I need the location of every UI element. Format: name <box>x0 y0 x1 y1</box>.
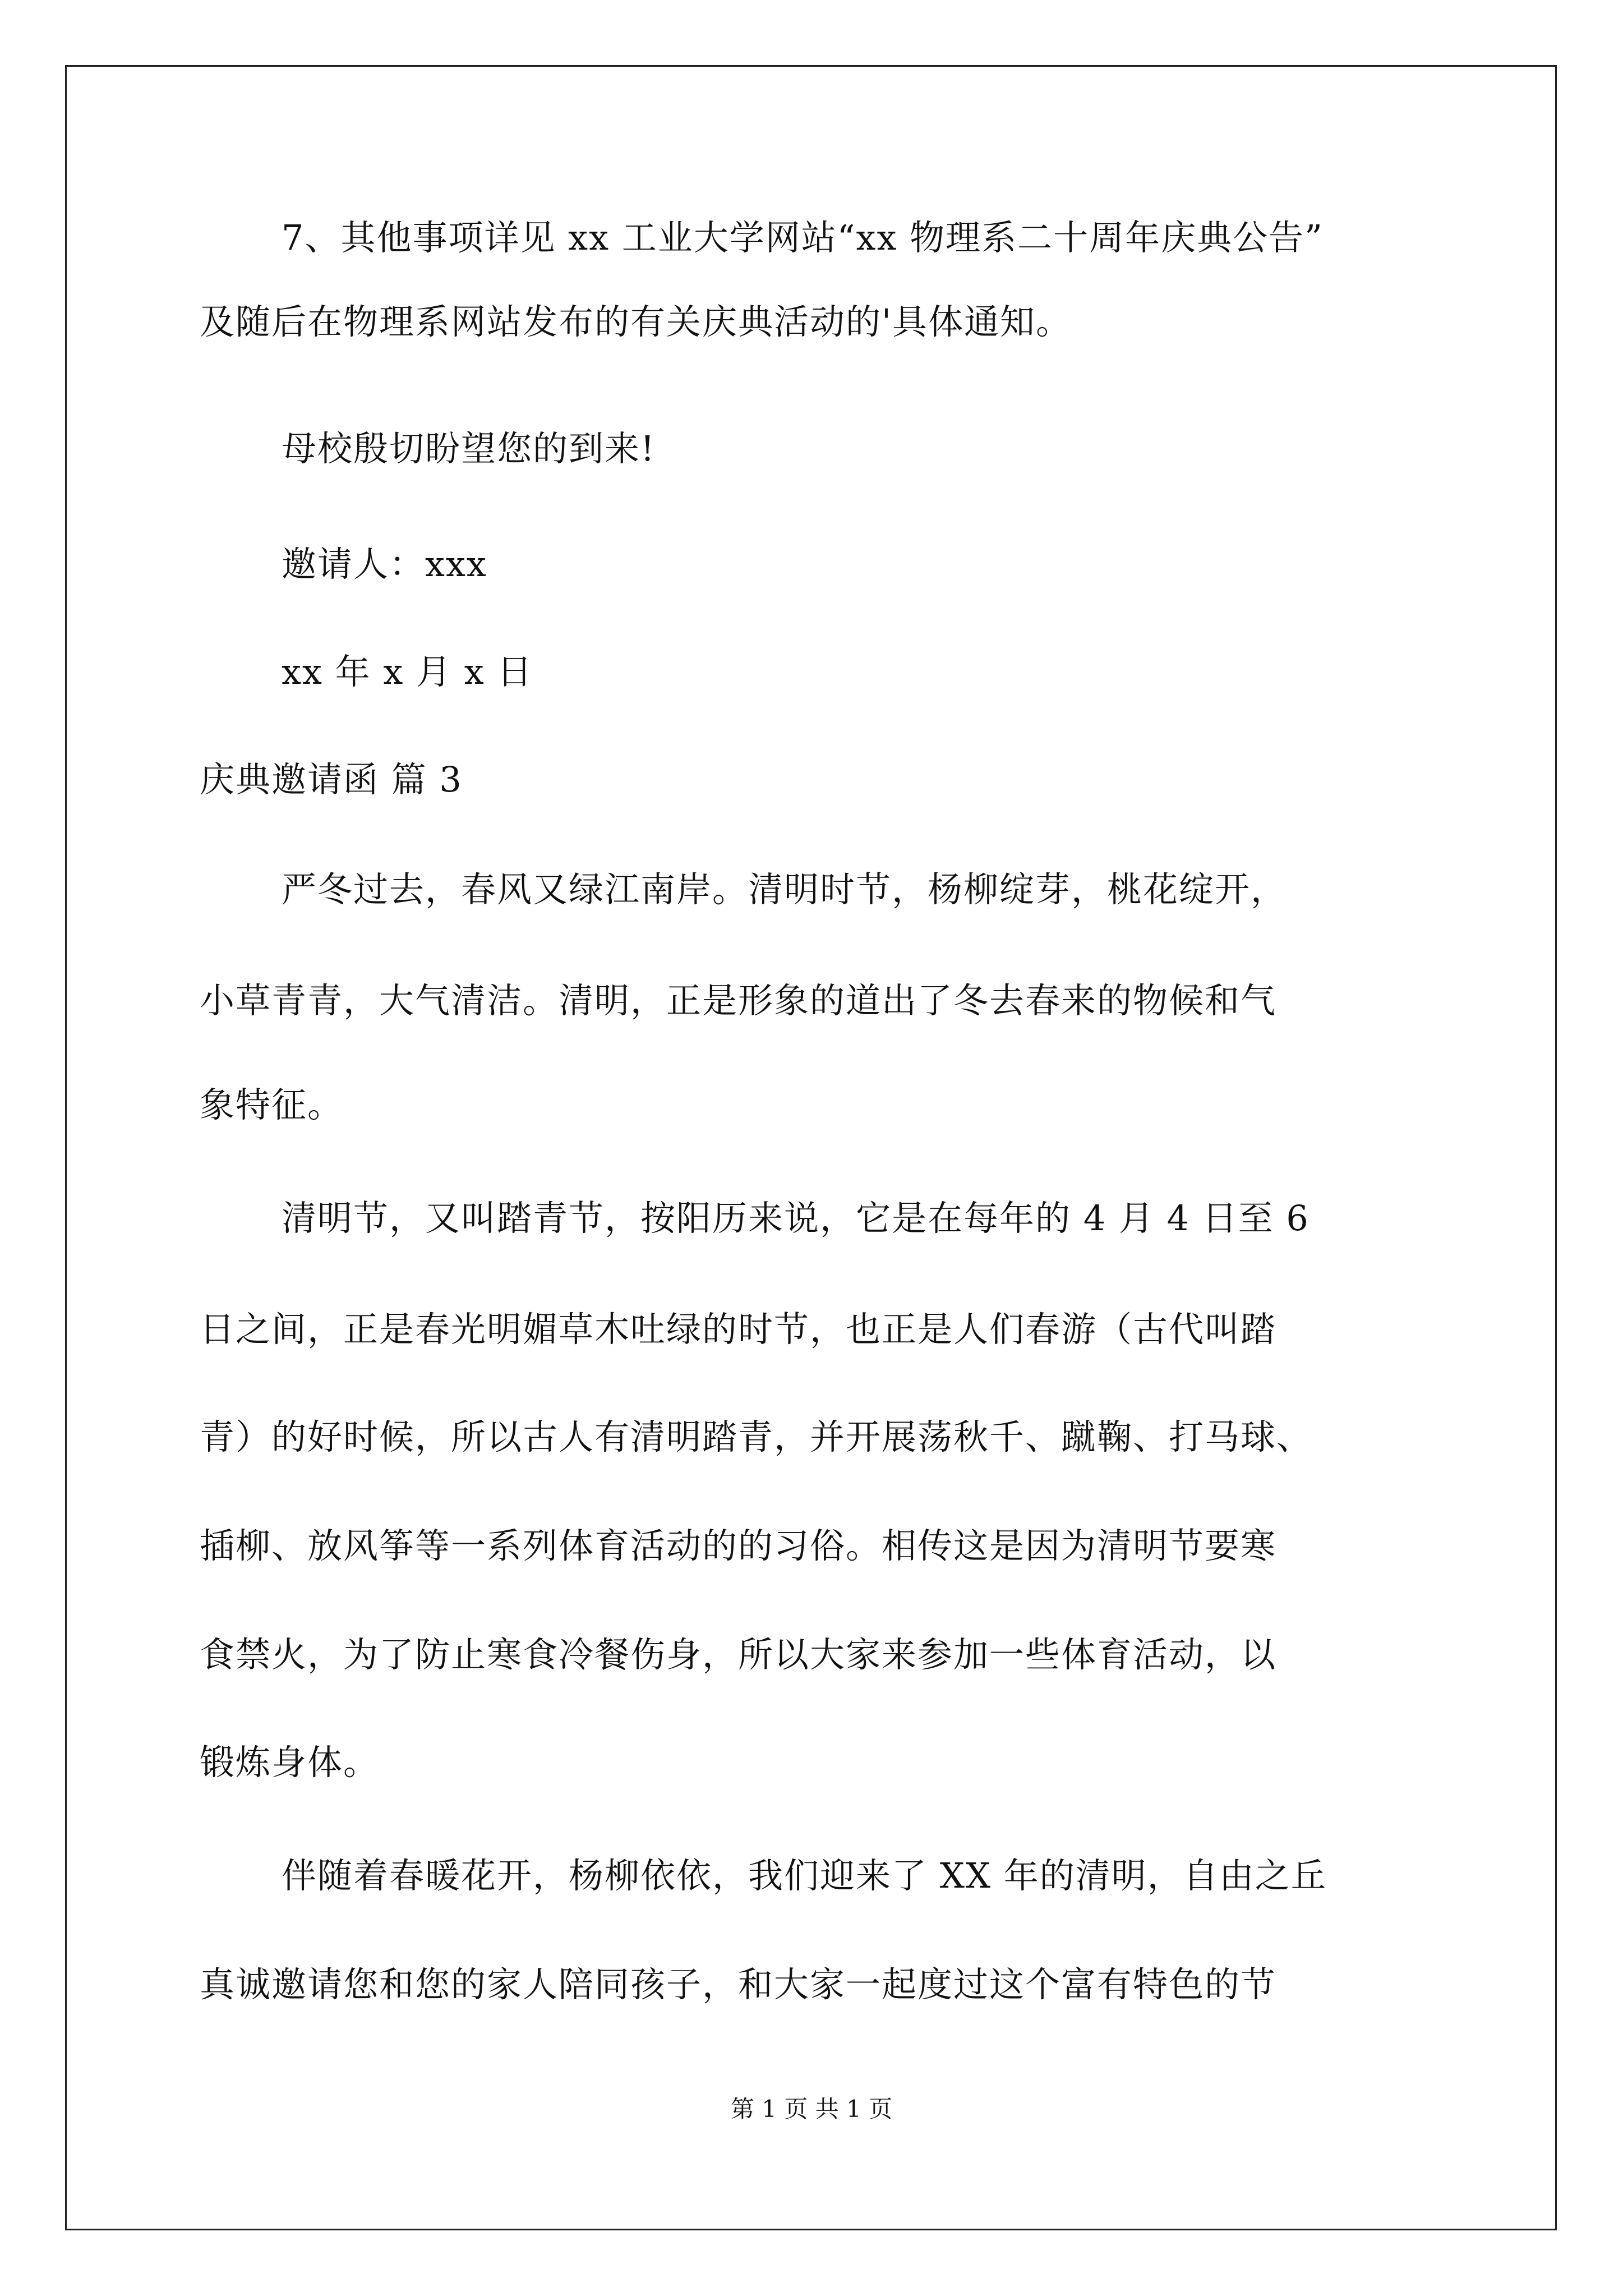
paragraph-line: 7、其他事项详见 xx 工业大学网站“xx 物理系二十周年庆典公告” <box>282 217 1324 258</box>
paragraph-line: 食禁火，为了防止寒食冷餐伤身，所以大家来参加一些体育活动，以 <box>200 1634 1277 1675</box>
paragraph-line: 真诚邀请您和您的家人陪同孩子，和大家一起度过这个富有特色的节 <box>200 1964 1277 2005</box>
paragraph-line: 日之间，正是春光明媚草木吐绿的时节，也正是人们春游（古代叫踏 <box>200 1309 1277 1350</box>
paragraph-line: 象特征。 <box>200 1084 344 1125</box>
signature-line: 邀请人：xxx <box>282 544 487 585</box>
page-number-footer: 第 1 页 共 1 页 <box>730 2095 893 2123</box>
section-heading: 庆典邀请函 篇 3 <box>200 759 463 800</box>
paragraph-line: 伴随着春暖花开，杨柳依依，我们迎来了 XX 年的清明，自由之丘 <box>282 1855 1327 1896</box>
paragraph-line: 锻炼身体。 <box>200 1742 380 1783</box>
paragraph-line: 及随后在物理系网站发布的有关庆典活动的'具体通知。 <box>200 301 1072 342</box>
date-line: xx 年 x 月 x 日 <box>282 651 533 692</box>
paragraph-line: 清明节，又叫踏青节，按阳历来说，它是在每年的 4 月 4 日至 6 <box>282 1198 1310 1239</box>
paragraph-line: 小草青青，大气清洁。清明，正是形象的道出了冬去春来的物候和气 <box>200 980 1277 1021</box>
paragraph-line: 严冬过去，春风又绿江南岸。清明时节，杨柳绽芽，桃花绽开， <box>282 869 1287 910</box>
paragraph-line: 母校殷切盼望您的到来! <box>282 428 656 469</box>
paragraph-line: 插柳、放风筝等一系列体育活动的的习俗。相传这是因为清明节要寒 <box>200 1525 1277 1566</box>
page-border <box>65 65 1557 2230</box>
paragraph-line: 青）的好时候，所以古人有清明踏青，并开展荡秋千、蹴鞠、打马球、 <box>200 1416 1313 1457</box>
